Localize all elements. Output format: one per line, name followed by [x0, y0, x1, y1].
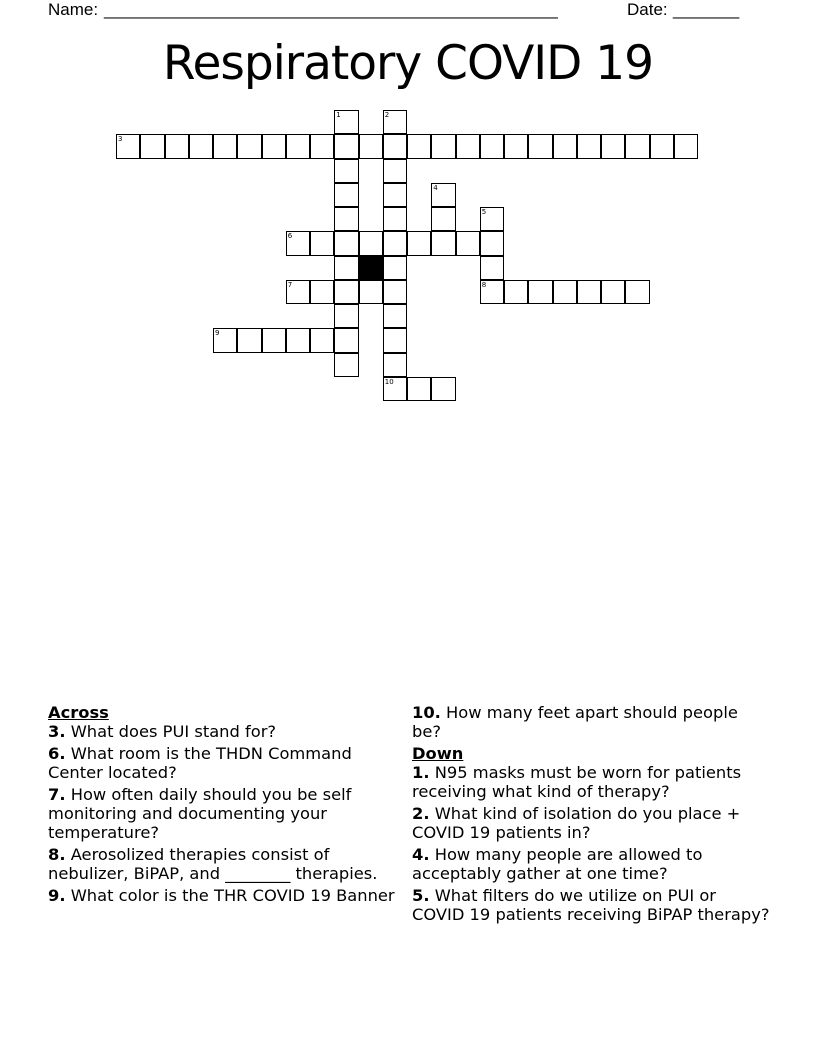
- grid-cell[interactable]: [383, 110, 407, 134]
- grid-cell[interactable]: [407, 134, 431, 158]
- name-label: Name:: [48, 0, 99, 19]
- grid-cell[interactable]: [431, 231, 455, 255]
- black-cell: [359, 256, 383, 280]
- grid-cell[interactable]: [213, 328, 237, 352]
- cell-number: 8: [481, 280, 487, 289]
- clue-down-4: [412, 845, 772, 883]
- grid-cell[interactable]: [359, 134, 383, 158]
- clue-across-3: [48, 722, 406, 741]
- clue-number: 9.: [48, 886, 66, 905]
- name-field[interactable]: ________________________________________________: [104, 0, 558, 19]
- cell-number: 5: [481, 208, 487, 216]
- puzzle-title: Respiratory COVID 19: [162, 36, 654, 91]
- down-heading: Down: [412, 744, 464, 763]
- clue-number: 2.: [412, 804, 430, 823]
- clue-down-2: [412, 804, 772, 842]
- grid-cell[interactable]: [213, 134, 237, 158]
- grid-cell[interactable]: [383, 377, 407, 401]
- grid-cell[interactable]: [431, 377, 455, 401]
- grid-cell[interactable]: [286, 328, 310, 352]
- grid-cell[interactable]: [480, 256, 504, 280]
- grid-cell[interactable]: [625, 134, 649, 158]
- cell-number: 9: [215, 329, 220, 338]
- grid-cell[interactable]: [383, 328, 407, 352]
- grid-cell[interactable]: [431, 183, 455, 207]
- clue-text: How many people are allowed to acceptably gather at one time?: [412, 845, 703, 883]
- grid-cell[interactable]: [650, 134, 674, 158]
- clue-number: 4.: [412, 845, 430, 864]
- clue-text: What color is the THR COVID 19 Banner: [70, 886, 395, 905]
- cell-number: 10: [384, 377, 394, 386]
- clue-number: 3.: [48, 722, 66, 741]
- grid-cell[interactable]: [456, 231, 480, 255]
- grid-cell[interactable]: [334, 110, 358, 134]
- grid-cell[interactable]: [383, 280, 407, 304]
- grid-cell[interactable]: [189, 134, 213, 158]
- grid-cell[interactable]: [310, 231, 334, 255]
- grid-cell[interactable]: [262, 328, 286, 352]
- grid-cell[interactable]: [334, 207, 358, 231]
- grid-cell[interactable]: [140, 134, 164, 158]
- clue-down-5: [412, 886, 772, 924]
- clue-number: 5.: [412, 886, 430, 905]
- clues-right-column: [412, 703, 772, 927]
- clue-across-7: [48, 785, 406, 842]
- grid-cell[interactable]: [286, 231, 310, 255]
- clue-number: 10.: [412, 703, 441, 722]
- date-label: Date:: [627, 0, 668, 19]
- grid-cell[interactable]: [237, 134, 261, 158]
- grid-cell[interactable]: [528, 280, 552, 304]
- grid-cell[interactable]: [310, 328, 334, 352]
- grid-cell[interactable]: [383, 134, 407, 158]
- grid-cell[interactable]: [237, 328, 261, 352]
- clue-number: 6.: [48, 744, 66, 763]
- grid-cell[interactable]: [383, 304, 407, 328]
- grid-cell[interactable]: [480, 280, 504, 304]
- grid-cell[interactable]: [334, 134, 358, 158]
- grid-cell[interactable]: [334, 256, 358, 280]
- clue-across-6: [48, 744, 406, 782]
- grid-cell[interactable]: [407, 231, 431, 255]
- across-heading: Across: [48, 703, 109, 722]
- grid-cell[interactable]: [383, 256, 407, 280]
- grid-cell[interactable]: [334, 280, 358, 304]
- clue-text: N95 masks must be worn for patients receiving what kind of therapy?: [412, 763, 742, 801]
- grid-cell[interactable]: [334, 353, 358, 377]
- clue-number: 8.: [48, 845, 66, 864]
- grid-cell[interactable]: [601, 280, 625, 304]
- grid-cell[interactable]: [625, 280, 649, 304]
- grid-cell[interactable]: [334, 159, 358, 183]
- grid-cell[interactable]: [310, 280, 334, 304]
- grid-cell[interactable]: [431, 134, 455, 158]
- clue-text: What does PUI stand for?: [70, 722, 277, 741]
- grid-cell[interactable]: [407, 377, 431, 401]
- grid-cell[interactable]: [431, 207, 455, 231]
- clue-across-8: [48, 845, 406, 883]
- grid-cell[interactable]: [504, 280, 528, 304]
- grid-cell[interactable]: [553, 280, 577, 304]
- grid-cell[interactable]: [165, 134, 189, 158]
- grid-cell[interactable]: [480, 134, 504, 158]
- grid-cell[interactable]: [383, 353, 407, 377]
- grid-cell[interactable]: [334, 304, 358, 328]
- cell-number: 1: [336, 111, 341, 119]
- clue-text: What filters do we utilize on PUI or COVID 19 patients receiving BiPAP therapy?: [412, 886, 770, 924]
- date-field[interactable]: _______: [673, 0, 740, 19]
- grid-cell[interactable]: [383, 231, 407, 255]
- clue-down-1: [412, 763, 772, 801]
- crossword-grid: [0, 0, 816, 420]
- cell-number: 6: [287, 232, 293, 241]
- grid-cell[interactable]: [310, 134, 334, 158]
- clue-number: 7.: [48, 785, 66, 804]
- clue-text: What room is the THDN Command Center located?: [48, 744, 352, 782]
- clue-number: 1.: [412, 763, 430, 782]
- grid-cell[interactable]: [359, 280, 383, 304]
- grid-cell[interactable]: [456, 134, 480, 158]
- grid-cell[interactable]: [334, 231, 358, 255]
- grid-cell[interactable]: [480, 231, 504, 255]
- grid-cell[interactable]: [262, 134, 286, 158]
- grid-cell[interactable]: [601, 134, 625, 158]
- clue-text: How often daily should you be self monitoring and documenting your temperature?: [48, 785, 352, 842]
- grid-cell[interactable]: [480, 207, 504, 231]
- cell-number: 3: [118, 135, 123, 144]
- grid-cell[interactable]: [116, 134, 140, 158]
- grid-cell[interactable]: [383, 183, 407, 207]
- grid-cell[interactable]: [504, 134, 528, 158]
- cell-number: 7: [287, 280, 293, 289]
- grid-cell[interactable]: [577, 280, 601, 304]
- cell-number: 4: [433, 183, 438, 192]
- grid-cell[interactable]: [577, 134, 601, 158]
- grid-cell[interactable]: [334, 328, 358, 352]
- grid-cell[interactable]: [383, 159, 407, 183]
- grid-cell[interactable]: [286, 134, 310, 158]
- clue-across-10: [412, 703, 772, 741]
- grid-cell[interactable]: [286, 280, 310, 304]
- clue-text: How many feet apart should people be?: [412, 703, 738, 741]
- grid-cell[interactable]: [553, 134, 577, 158]
- clue-text: What kind of isolation do you place + COVID 19 patients in?: [412, 804, 741, 842]
- grid-cell[interactable]: [674, 134, 698, 158]
- grid-cell[interactable]: [334, 183, 358, 207]
- grid-cell[interactable]: [383, 207, 407, 231]
- grid-cell[interactable]: [528, 134, 552, 158]
- cell-number: 2: [384, 111, 390, 119]
- grid-cell[interactable]: [359, 231, 383, 255]
- clue-across-9: [48, 886, 406, 905]
- clues-left-column: [48, 703, 406, 908]
- clue-text: Aerosolized therapies consist of nebulizer, BiPAP, and ________ therapies.: [48, 845, 378, 883]
